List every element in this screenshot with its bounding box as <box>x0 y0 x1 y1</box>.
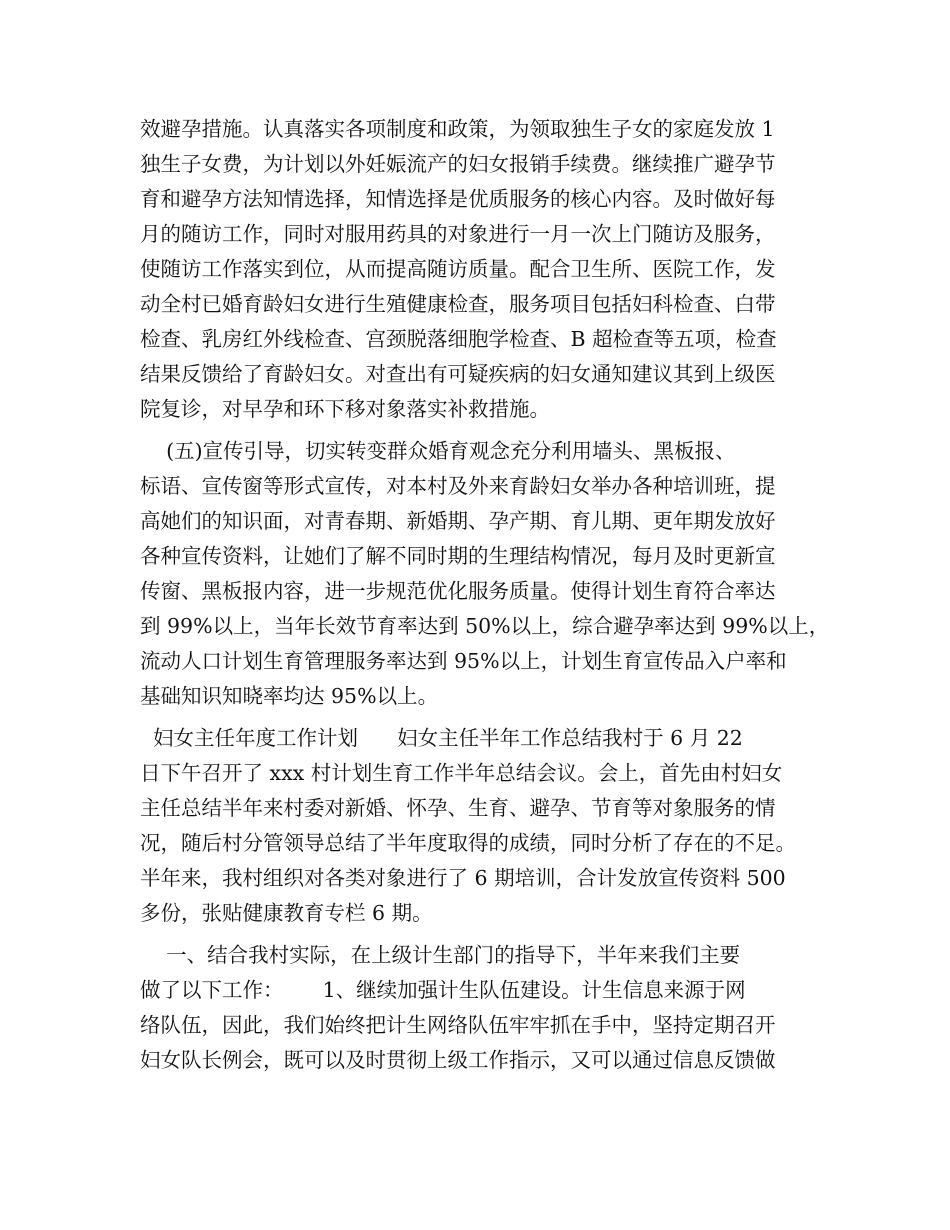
text-line: 半年来，我村组织对各类对象进行了 6 期培训，合计发放宣传资料 500 <box>140 866 786 890</box>
text-line: 络队伍，因此，我们始终把计生网络队伍牢牢抓在手中，坚持定期召开 <box>140 1013 776 1037</box>
text-line: 做了以下工作： 1、继续加强计生队伍建设。计生信息来源于网 <box>140 978 746 1002</box>
paragraph-spacer <box>140 931 830 938</box>
text-line: (五)宣传引导，切实转变群众婚育观念充分利用墙头、黑板报、 <box>140 439 736 463</box>
text-line: 院复诊，对早孕和环下移对象落实补救措施。 <box>140 397 550 421</box>
text-line: 到 99%以上，当年长效节育率达到 50%以上，综合避孕率达到 99%以上， <box>140 614 830 638</box>
text-line: 流动人口计划生育管理服务率达到 95%以上，计划生育宣传品入户率和 <box>140 649 787 673</box>
text-line: 主任总结半年来村委对新婚、怀孕、生育、避孕、节育等对象服务的情 <box>140 796 776 820</box>
text-line: 日下午召开了 xxx 村计划生育工作半年总结会议。会上，首先由村妇女 <box>140 761 783 785</box>
text-line: 妇女队长例会，既可以及时贯彻上级工作指示，又可以通过信息反馈做 <box>140 1048 776 1072</box>
text-line: 基础知识知晓率均达 95%以上。 <box>140 684 439 708</box>
text-line: 使随访工作落实到位，从而提高随访质量。配合卫生所、医院工作，发 <box>140 257 776 281</box>
text-line: 妇女主任年度工作计划 妇女主任半年工作总结我村于 6 月 22 <box>140 726 743 750</box>
text-line: 况，随后村分管领导总结了半年度取得的成绩，同时分析了存在的不足。 <box>140 831 796 855</box>
text-line: 动全村已婚育龄妇女进行生殖健康检查，服务项目包括妇科检查、白带 <box>140 292 776 316</box>
paragraph <box>140 112 830 427</box>
text-line: 各种宣传资料，让她们了解不同时期的生理结构情况，每月及时更新宣 <box>140 544 776 568</box>
text-line: 一、结合我村实际，在上级计生部门的指导下，半年来我们主要 <box>140 943 741 967</box>
text-line: 月的随访工作，同时对服用药具的对象进行一月一次上门随访及服务， <box>140 222 776 246</box>
paragraph <box>140 938 830 1078</box>
paragraph-spacer <box>140 714 830 721</box>
text-line: 结果反馈给了育龄妇女。对查出有可疑疾病的妇女通知建议其到上级医 <box>140 362 776 386</box>
text-line: 标语、宣传窗等形式宣传，对本村及外来育龄妇女举办各种培训班，提 <box>140 474 776 498</box>
text-line: 传窗、黑板报内容，进一步规范优化服务质量。使得计划生育符合率达 <box>140 579 776 603</box>
text-line: 效避孕措施。认真落实各项制度和政策，为领取独生子女的家庭发放 1 <box>140 117 775 141</box>
text-line: 独生子女费，为计划以外妊娠流产的妇女报销手续费。继续推广避孕节 <box>140 152 776 176</box>
text-line: 多份，张贴健康教育专栏 6 期。 <box>140 901 433 925</box>
text-line: 高她们的知识面，对青春期、新婚期、孕产期、育儿期、更年期发放好 <box>140 509 776 533</box>
text-line: 检查、乳房红外线检查、宫颈脱落细胞学检查、B 超检查等五项，检查 <box>140 327 777 351</box>
paragraph <box>140 434 830 714</box>
document-body <box>140 112 830 1078</box>
paragraph-spacer <box>140 427 830 434</box>
text-line: 育和避孕方法知情选择，知情选择是优质服务的核心内容。及时做好每 <box>140 187 776 211</box>
paragraph <box>140 721 830 931</box>
